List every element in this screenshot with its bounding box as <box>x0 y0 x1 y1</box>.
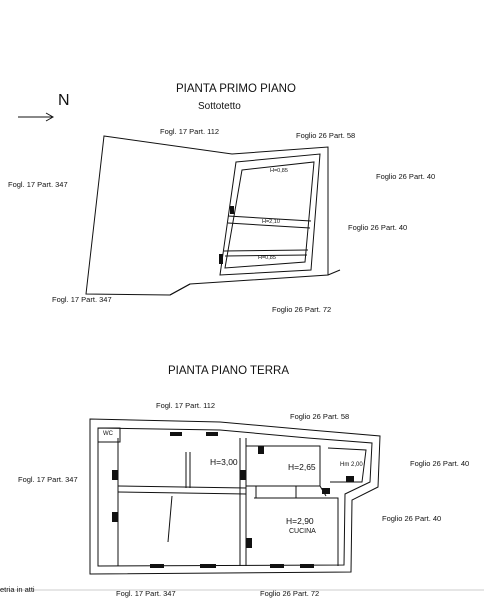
ground-floor-title: PIANTA PIANO TERRA <box>168 365 289 377</box>
ff-height-2: H=2,10 <box>262 219 280 225</box>
footer-text: etria in atti <box>0 585 35 594</box>
kitchen-label: CUCINA <box>289 528 316 535</box>
ff-label-bottom-left: Fogl. 17 Part. 347 <box>52 295 112 304</box>
ground-floor-inner-outline <box>98 428 372 566</box>
gf-label-top: Fogl. 17 Part. 112 <box>156 401 216 410</box>
main-room-height: H=3,00 <box>210 457 238 467</box>
ff-label-left: Fogl. 17 Part. 347 <box>8 180 68 189</box>
small-room-height: Hm 2,00 <box>340 462 363 468</box>
gf-label-right-upper: Foglio 26 Part. 40 <box>410 459 470 468</box>
ff-label-right-upper: Foglio 26 Part. 40 <box>376 172 436 181</box>
gf-label-bottom-right: Foglio 26 Part. 72 <box>260 589 320 598</box>
ff-height-1: H=0,85 <box>270 168 288 174</box>
ff-label-top: Fogl. 17 Part. 112 <box>160 127 220 136</box>
first-floor-title: PIANTA PRIMO PIANO <box>176 83 296 95</box>
middle-room-height: H=2,65 <box>288 462 316 472</box>
first-floor-room-inner <box>225 162 314 268</box>
ff-label-right-lower: Foglio 26 Part. 40 <box>348 223 408 232</box>
first-floor-subtitle: Sottotetto <box>198 101 241 112</box>
gf-label-right-lower: Foglio 26 Part. 40 <box>382 514 442 523</box>
ff-height-3: H=0,85 <box>258 255 276 261</box>
first-floor-partition-3 <box>224 250 308 251</box>
wc-label: WC <box>103 431 113 437</box>
kitchen-height: H=2,90 <box>286 516 314 526</box>
ff-label-bottom-right: Foglio 26 Part. 72 <box>272 305 332 314</box>
gf-label-bottom-left: Fogl. 17 Part. 347 <box>116 589 176 598</box>
ground-floor-outline <box>90 419 380 574</box>
north-indicator: N <box>58 92 70 109</box>
gf-label-left: Fogl. 17 Part. 347 <box>18 475 78 484</box>
ff-label-top-right: Foglio 26 Part. 58 <box>296 131 356 140</box>
gf-label-top-right: Foglio 26 Part. 58 <box>290 412 350 421</box>
